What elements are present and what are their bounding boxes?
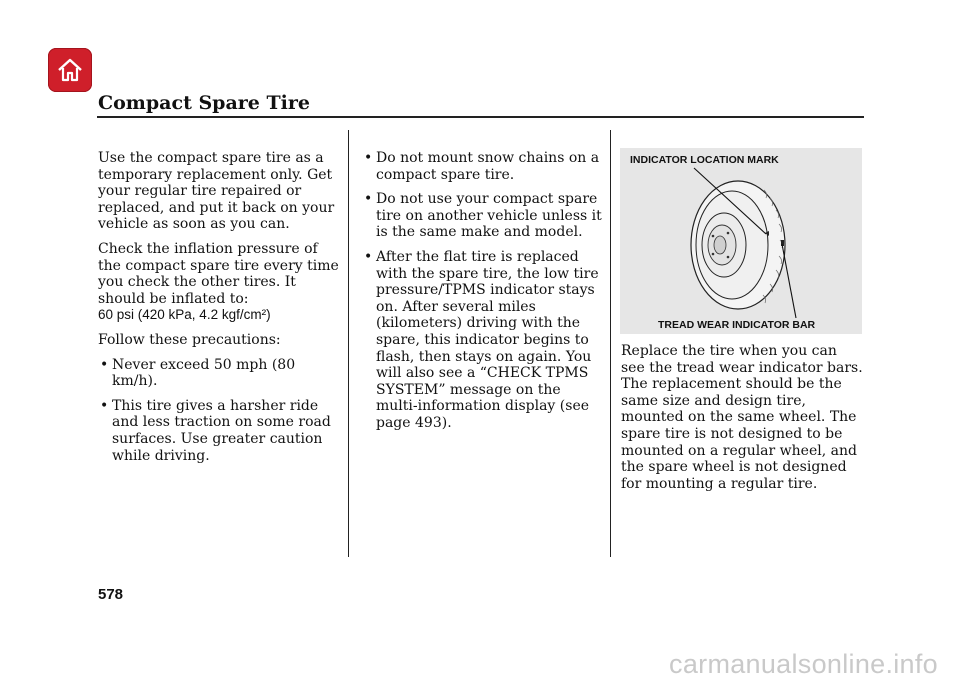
precautions-list xyxy=(98,357,340,465)
title-rule xyxy=(97,116,864,118)
watermark: carmanualsonline.info xyxy=(669,649,938,679)
list-item: • Do not mount snow chains on a compact spare tire. xyxy=(362,150,602,183)
inflation-paragraph: Check the inflation pressure of the compact spare tire every time you check the other tires. It should be inflated to: xyxy=(98,240,339,307)
home-icon xyxy=(56,56,84,84)
column-divider xyxy=(610,130,611,557)
intro-paragraph: Use the compact spare tire as a temporary replacement only. Get your regular tire repaired or replaced, and put it back on your vehicle as soon as you can. xyxy=(98,150,335,233)
tire-diagram xyxy=(620,148,862,334)
inflation-pressure: 60 psi (420 kPa, 4.2 kgf/cm²) xyxy=(98,307,271,323)
list-item: • After the flat tire is replaced with the spare tire, the low tire pressure/TPMS indicator stays on. After several miles (kilometers) driving with the spare, this indicator begins to flash, then stays on again. You will also see a “CHECK TPMS SYSTEM” message on the multi-information display (see page 493). xyxy=(362,249,602,432)
column-1 xyxy=(98,150,340,472)
page-number: 578 xyxy=(98,586,124,603)
page-title: Compact Spare Tire xyxy=(98,92,310,114)
list-item: • This tire gives a harsher ride and less traction on some road surfaces. Use greater caution while driving. xyxy=(98,398,340,464)
tread-wear-indicator-bar-label: TREAD WEAR INDICATOR BAR xyxy=(658,319,816,331)
replacement-paragraph: Replace the tire when you can see the tread wear indicator bars. The replacement should be the same size and design tire, mounted on the same wheel. The spare tire is not designed to be mounted on a regular wheel, and the spare wheel is not designed for mounting a regular tire. xyxy=(621,343,863,492)
list-item: • Never exceed 50 mph (80 km/h). xyxy=(98,357,340,390)
warnings-list xyxy=(362,150,602,432)
precautions-heading: Follow these precautions: xyxy=(98,331,281,348)
spare-tire-illustration xyxy=(620,148,862,334)
list-item: • Do not use your compact spare tire on another vehicle unless it is the same make and model. xyxy=(362,191,602,241)
column-2 xyxy=(362,150,602,440)
column-3 xyxy=(621,343,865,500)
column-divider xyxy=(348,130,349,557)
home-button[interactable] xyxy=(48,48,92,92)
indicator-location-mark-label: INDICATOR LOCATION MARK xyxy=(630,154,779,166)
